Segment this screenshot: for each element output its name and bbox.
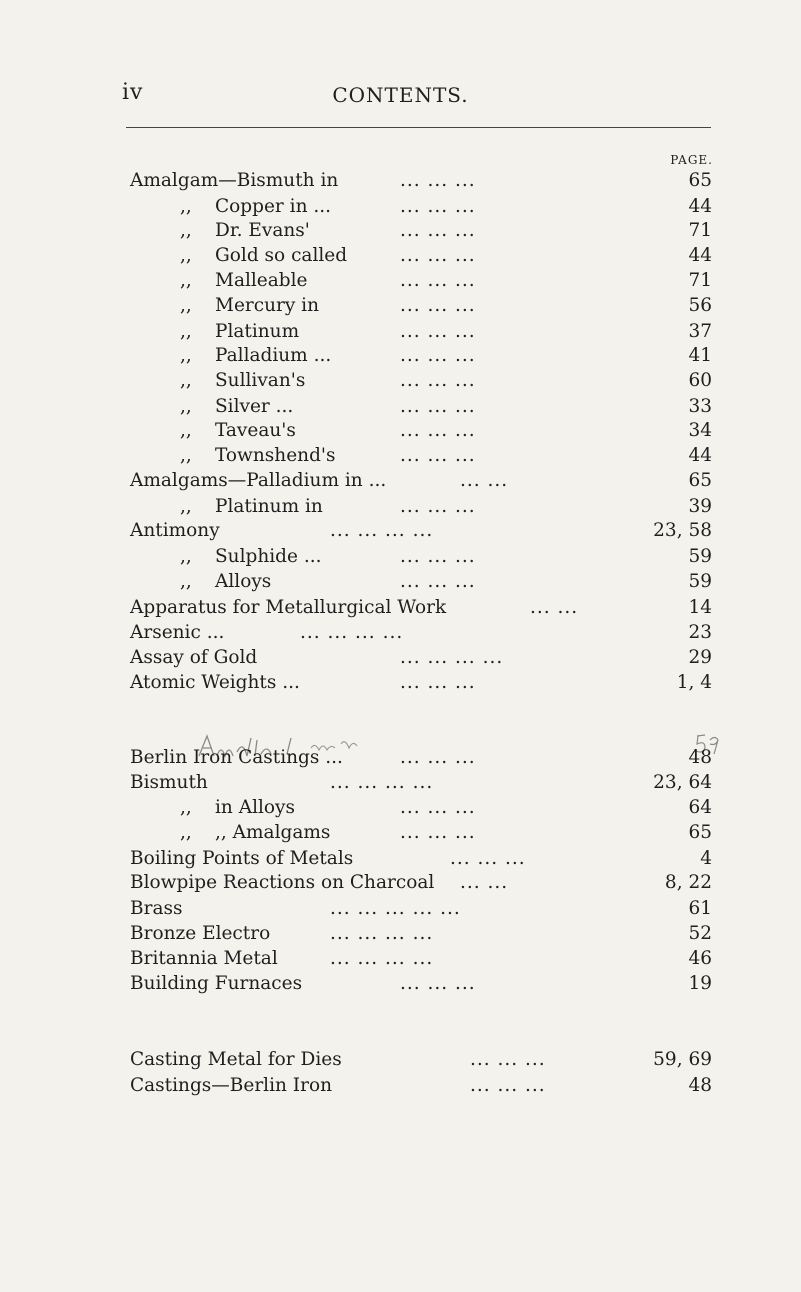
contents-entry bbox=[0, 771, 801, 795]
dot-leaders: ... ... ... ... bbox=[330, 923, 434, 944]
contents-entry bbox=[0, 320, 801, 344]
dot-leaders: ... ... ... bbox=[400, 445, 476, 466]
contents-entry bbox=[0, 847, 801, 871]
dot-leaders: ... ... bbox=[530, 597, 579, 618]
entry-label: Alloys bbox=[215, 571, 272, 592]
contents-entry bbox=[0, 821, 801, 845]
contents-entry bbox=[0, 294, 801, 318]
entry-page-number: 65 bbox=[688, 470, 712, 491]
contents-entry bbox=[0, 646, 801, 670]
entry-label: Britannia Metal bbox=[130, 948, 278, 969]
entry-label: Berlin Iron Castings ... bbox=[130, 747, 343, 768]
contents-entry bbox=[0, 169, 801, 193]
ditto-mark: ,, bbox=[180, 196, 192, 217]
entry-label: Bronze Electro bbox=[130, 923, 271, 944]
entry-label: Gold so called bbox=[215, 245, 348, 266]
entry-label: Atomic Weights ... bbox=[130, 672, 300, 693]
dot-leaders: ... ... ... bbox=[400, 396, 476, 417]
contents-entry bbox=[0, 570, 801, 594]
contents-entry bbox=[0, 1048, 801, 1072]
entry-label: Sulphide ... bbox=[215, 546, 322, 567]
entry-page-number: 41 bbox=[688, 345, 712, 366]
entry-label: Mercury in bbox=[215, 295, 320, 316]
entry-label: Castings—Berlin Iron bbox=[130, 1075, 333, 1096]
ditto-mark: ,, bbox=[180, 270, 192, 291]
entry-label: Arsenic ... bbox=[130, 622, 225, 643]
entry-page-number: 14 bbox=[688, 597, 712, 618]
entry-page-number: 39 bbox=[688, 496, 712, 517]
entry-label: Assay of Gold bbox=[130, 647, 258, 668]
dot-leaders: ... ... ... bbox=[400, 370, 476, 391]
ditto-mark: ,, bbox=[180, 546, 192, 567]
contents-entry bbox=[0, 671, 801, 695]
entry-page-number: 8, 22 bbox=[664, 872, 712, 893]
dot-leaders: ... ... ... bbox=[400, 170, 476, 191]
dot-leaders: ... ... ... bbox=[400, 321, 476, 342]
entry-label: Copper in ... bbox=[215, 196, 332, 217]
entry-label: Amalgam—Bismuth in bbox=[130, 170, 339, 191]
entry-label: Amalgams—Palladium in ... bbox=[130, 470, 387, 491]
dot-leaders: ... ... ... ... bbox=[300, 622, 404, 643]
dot-leaders: ... ... ... bbox=[400, 245, 476, 266]
contents-entry bbox=[0, 344, 801, 368]
running-head-title: CONTENTS. bbox=[332, 83, 469, 107]
entry-page-number: 44 bbox=[688, 445, 712, 466]
dot-leaders: ... ... ... bbox=[400, 345, 476, 366]
dot-leaders: ... ... ... bbox=[400, 747, 476, 768]
contents-entry bbox=[0, 922, 801, 946]
entry-page-number: 65 bbox=[688, 822, 712, 843]
ditto-mark: ,, bbox=[180, 445, 192, 466]
entry-label: Casting Metal for Dies bbox=[130, 1049, 342, 1070]
contents-entry bbox=[0, 871, 801, 895]
entry-page-number: 59 bbox=[688, 546, 712, 567]
entry-page-number: 1, 4 bbox=[676, 672, 712, 693]
ditto-mark: ,, bbox=[180, 496, 192, 517]
entry-page-number: 4 bbox=[700, 848, 712, 869]
dot-leaders: ... ... ... bbox=[400, 672, 476, 693]
entry-label: Boiling Points of Metals bbox=[130, 848, 354, 869]
dot-leaders: ... ... ... bbox=[470, 1075, 546, 1096]
ditto-mark: ,, bbox=[180, 220, 192, 241]
entry-label: Taveau's bbox=[215, 420, 296, 441]
contents-entry bbox=[0, 796, 801, 820]
dot-leaders: ... ... ... bbox=[470, 1049, 546, 1070]
dot-leaders: ... ... ... bbox=[400, 270, 476, 291]
ditto-mark: ,, bbox=[180, 396, 192, 417]
entry-page-number: 48 bbox=[688, 1075, 712, 1096]
contents-entry bbox=[0, 621, 801, 645]
contents-entry bbox=[0, 545, 801, 569]
entry-label: ,, Amalgams bbox=[215, 822, 331, 843]
dot-leaders: ... ... ... bbox=[400, 822, 476, 843]
entry-label: Malleable bbox=[215, 270, 308, 291]
contents-entry bbox=[0, 244, 801, 268]
ditto-mark: ,, bbox=[180, 370, 192, 391]
dot-leaders: ... ... ... ... bbox=[330, 948, 434, 969]
dot-leaders: ... ... ... ... ... bbox=[330, 898, 461, 919]
entry-page-number: 59, 69 bbox=[653, 1049, 712, 1070]
contents-entry bbox=[0, 495, 801, 519]
dot-leaders: ... ... ... bbox=[400, 220, 476, 241]
contents-entry bbox=[0, 1074, 801, 1098]
dot-leaders: ... ... ... ... bbox=[330, 520, 434, 541]
ditto-mark: ,, bbox=[180, 321, 192, 342]
entry-label: Antimony bbox=[130, 520, 220, 541]
dot-leaders: ... ... ... bbox=[400, 496, 476, 517]
ditto-mark: ,, bbox=[180, 295, 192, 316]
ditto-mark: ,, bbox=[180, 345, 192, 366]
entry-label: Silver ... bbox=[215, 396, 294, 417]
entry-page-number: 23, 64 bbox=[653, 772, 712, 793]
entry-page-number: 23, 58 bbox=[653, 520, 712, 541]
entry-page-number: 65 bbox=[688, 170, 712, 191]
contents-entry bbox=[0, 444, 801, 468]
ditto-mark: ,, bbox=[180, 571, 192, 592]
entry-label: Sullivan's bbox=[215, 370, 306, 391]
dot-leaders: ... ... ... bbox=[400, 295, 476, 316]
entry-page-number: 29 bbox=[688, 647, 712, 668]
entry-label: Dr. Evans' bbox=[215, 220, 310, 241]
entry-page-number: 56 bbox=[688, 295, 712, 316]
dot-leaders: ... ... ... ... bbox=[400, 647, 504, 668]
dot-leaders: ... ... ... bbox=[400, 196, 476, 217]
dot-leaders: ... ... ... bbox=[400, 546, 476, 567]
entry-page-number: 61 bbox=[688, 898, 712, 919]
dot-leaders: ... ... ... ... bbox=[330, 772, 434, 793]
contents-entry bbox=[0, 746, 801, 770]
contents-entry bbox=[0, 395, 801, 419]
entry-label: Townshend's bbox=[215, 445, 336, 466]
entry-page-number: 44 bbox=[688, 245, 712, 266]
entry-page-number: 71 bbox=[688, 220, 712, 241]
ditto-mark: ,, bbox=[180, 822, 192, 843]
dot-leaders: ... ... bbox=[460, 872, 509, 893]
ditto-mark: ,, bbox=[180, 797, 192, 818]
dot-leaders: ... ... ... bbox=[450, 848, 526, 869]
contents-entry bbox=[0, 219, 801, 243]
entry-label: in Alloys bbox=[215, 797, 295, 818]
contents-entry bbox=[0, 469, 801, 493]
contents-entry bbox=[0, 519, 801, 543]
page-number: iv bbox=[122, 80, 144, 105]
entry-page-number: 52 bbox=[688, 923, 712, 944]
entry-label: Bismuth bbox=[130, 772, 208, 793]
entry-label: Blowpipe Reactions on Charcoal bbox=[130, 872, 435, 893]
dot-leaders: ... ... ... bbox=[400, 420, 476, 441]
entry-page-number: 33 bbox=[688, 396, 712, 417]
entry-page-number: 71 bbox=[688, 270, 712, 291]
entry-page-number: 44 bbox=[688, 196, 712, 217]
page-column-heading: PAGE. bbox=[670, 153, 713, 167]
entry-page-number: 23 bbox=[688, 622, 712, 643]
entry-page-number: 19 bbox=[688, 973, 712, 994]
entry-label: Palladium ... bbox=[215, 345, 332, 366]
entry-label: Platinum bbox=[215, 321, 300, 342]
entry-page-number: 60 bbox=[688, 370, 712, 391]
entry-page-number: 34 bbox=[688, 420, 712, 441]
entry-page-number: 64 bbox=[688, 797, 712, 818]
contents-entry bbox=[0, 195, 801, 219]
entry-page-number: 48 bbox=[688, 747, 712, 768]
ditto-mark: ,, bbox=[180, 420, 192, 441]
contents-entry bbox=[0, 419, 801, 443]
contents-entry bbox=[0, 947, 801, 971]
entry-page-number: 59 bbox=[688, 571, 712, 592]
contents-entry bbox=[0, 972, 801, 996]
ditto-mark: ,, bbox=[180, 245, 192, 266]
contents-entry bbox=[0, 897, 801, 921]
entry-page-number: 37 bbox=[688, 321, 712, 342]
contents-entry bbox=[0, 269, 801, 293]
dot-leaders: ... ... ... bbox=[400, 571, 476, 592]
dot-leaders: ... ... bbox=[460, 470, 509, 491]
contents-entry bbox=[0, 369, 801, 393]
dot-leaders: ... ... ... bbox=[400, 973, 476, 994]
entry-label: Building Furnaces bbox=[130, 973, 303, 994]
dot-leaders: ... ... ... bbox=[400, 797, 476, 818]
entry-page-number: 46 bbox=[688, 948, 712, 969]
contents-entry bbox=[0, 596, 801, 620]
entry-label: Platinum in bbox=[215, 496, 323, 517]
entry-label: Apparatus for Metallurgical Work bbox=[130, 597, 447, 618]
entry-label: Brass bbox=[130, 898, 183, 919]
